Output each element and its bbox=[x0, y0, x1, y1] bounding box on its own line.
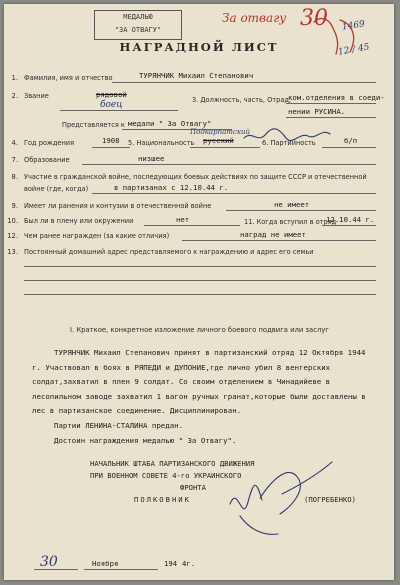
nominated-label: Представляется к bbox=[62, 121, 125, 129]
field-7-number: 7. bbox=[11, 156, 18, 164]
field-13-number: 13. bbox=[7, 248, 18, 256]
signature-line-2: ПРИ ВОЕННОМ СОВЕТЕ 4-го УКРАИНСКОГО bbox=[90, 471, 242, 480]
date-month: Ноября bbox=[92, 559, 119, 568]
field-10-value: нет bbox=[176, 215, 190, 224]
field-9-label: Имеет ли ранения и контузии в отечественной войне bbox=[24, 202, 212, 210]
field-6-label: 6. Партийность bbox=[262, 139, 316, 147]
field-10-number: 10. bbox=[7, 217, 18, 225]
field-12-number: 12. bbox=[7, 232, 18, 240]
field-3-label: 3. Должность, часть, Отрад, bbox=[192, 96, 292, 104]
field-5-label: 5. Национальность bbox=[128, 139, 195, 147]
section-heading: I. Краткое, конкретное изложение личного боевого подвига или заслуг bbox=[70, 326, 329, 334]
field-1-number: 1. bbox=[11, 74, 18, 82]
handwriting-scribble bbox=[242, 124, 332, 152]
field-1-label: Фамилия, имя и отчество bbox=[24, 74, 113, 82]
field-5-hand: Подкарпатский bbox=[190, 128, 251, 136]
field-5-value: русский bbox=[203, 136, 234, 145]
red-note: За отвагу bbox=[222, 11, 287, 25]
field-9-number: 9. bbox=[11, 202, 18, 210]
stamp-line-1: МЕДАЛЬЮ bbox=[123, 13, 153, 21]
field-12-label: Чем ранее награжден (за какие отличия) bbox=[24, 232, 170, 240]
field-11-value: 12.10.44 г. bbox=[326, 215, 375, 224]
registry-number-2: 12 / 45 bbox=[337, 42, 371, 58]
field-3-value-a: ком.отделения в соеди- bbox=[288, 93, 385, 102]
field-2-value: рядовой bbox=[96, 90, 127, 99]
stamp-line-2: "ЗА ОТВАГУ" bbox=[114, 26, 162, 34]
nominated-value: медали " За Отвагу" bbox=[128, 119, 212, 128]
field-4-number: 4. bbox=[11, 139, 18, 147]
field-2-hand: боец bbox=[100, 100, 123, 110]
narrative-text bbox=[32, 346, 372, 448]
field-7-value: низшее bbox=[138, 154, 165, 163]
field-8-number: 8. bbox=[11, 173, 18, 181]
signature-rank: ПОЛКОВНИК bbox=[134, 495, 191, 504]
field-4-label: Год рождения bbox=[24, 139, 75, 147]
award-sheet bbox=[4, 4, 394, 580]
field-11-label: 11. Когда вступил в отряд bbox=[244, 218, 337, 226]
date-day: 30 bbox=[40, 554, 58, 570]
date-year-prefix: 194 bbox=[164, 559, 178, 568]
field-7-label: Образование bbox=[24, 156, 70, 164]
field-6-value: б/п bbox=[344, 136, 358, 145]
field-12-value: наград не имеет bbox=[240, 230, 306, 239]
registry-number-1: 1469 bbox=[341, 19, 366, 33]
field-10-label: Был ли в плену или окружении bbox=[24, 217, 134, 225]
award-stamp bbox=[94, 10, 182, 40]
field-8-label-b: войне (где, когда) bbox=[24, 185, 89, 193]
field-9-value: не имеет bbox=[274, 200, 310, 209]
field-8-label-a: Участие в гражданской войне, последующих боевых действиях по защите СССР и отечественной bbox=[24, 173, 367, 181]
signature-name: (ПОГРЕБЕНКО) bbox=[304, 495, 356, 504]
field-4-value: 1908 bbox=[102, 136, 120, 145]
signature-line-1: НАЧАЛЬНИК ШТАБА ПАРТИЗАНСКОГО ДВИЖЕНИЯ bbox=[90, 459, 255, 468]
field-13-label: Постоянный домашний адрес представляемого к награждению и адрес его семьи bbox=[24, 248, 314, 256]
field-2-number: 2. bbox=[11, 92, 18, 100]
field-3-value-b: нении РУСИНА. bbox=[288, 107, 346, 116]
narrative-paragraph-2: Партии ЛЕНИНА-СТАЛИНА предан. bbox=[54, 420, 184, 430]
field-8-value: в партизанах с 12.10.44 г. bbox=[114, 183, 229, 192]
officer-signature bbox=[220, 454, 338, 544]
page-title: НАГРАДНОЙ ЛИСТ bbox=[119, 40, 279, 54]
red-mark-strokes bbox=[310, 14, 371, 64]
field-1-value: ТУРЯНЧИК Михаил Степанович bbox=[139, 71, 254, 80]
date-year-suffix: 4г. bbox=[182, 559, 196, 568]
signature-line-3: ФРОНТА bbox=[180, 483, 206, 492]
red-number: 30 bbox=[300, 6, 328, 31]
narrative-paragraph-1: ТУРЯНЧИК Михаил Степанович принят в партизанский отряд 12 Октября 1944 г. Участвовал в боях в РЯПЕДИ и ДУПОНИЕ,где лично убил 8 венгерских солдат,захватил в плен 9 солдат. Со своим отделением в Чинадийеве в лесопильном заводе захватил 1 вагон ручных гранат,которые были доставлены в лес в партизанское соединение. Дисциплинирован. bbox=[32, 348, 366, 416]
narrative-paragraph-3: Достоин награждения медалью " За Отвагу". bbox=[54, 435, 237, 445]
field-2-label: Звание bbox=[24, 92, 49, 100]
